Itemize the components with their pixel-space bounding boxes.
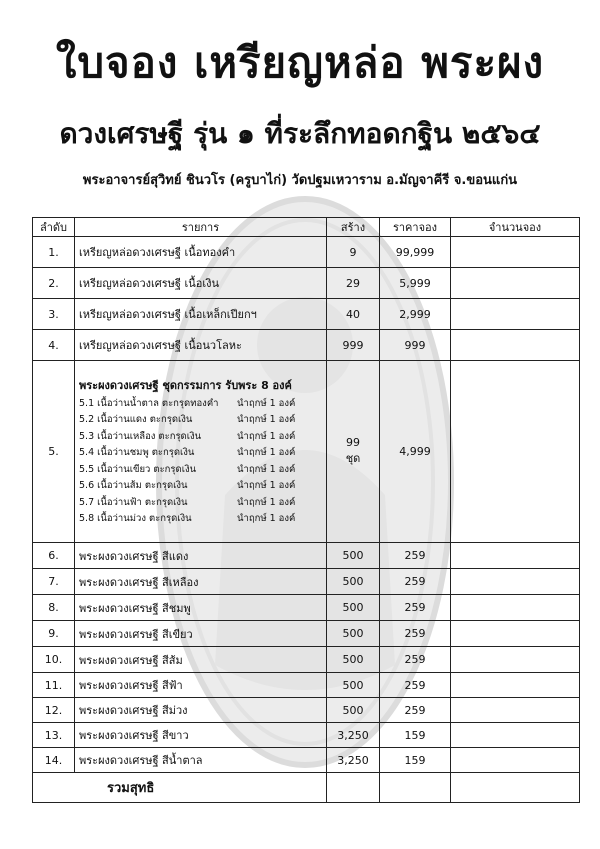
table-row-set: [33, 361, 580, 543]
column-header-order-count: จำนวนจอง: [451, 218, 580, 237]
row-order-count-cell[interactable]: [451, 299, 580, 330]
row-item: เหรียญหล่อดวงเศรษฐี เนื้อนวโลหะ: [75, 330, 327, 361]
row-price: 259: [380, 569, 451, 595]
table-header-row: [33, 218, 580, 237]
row-item: พระผงดวงเศรษฐี สีม่วง: [75, 698, 327, 723]
total-order-count-cell[interactable]: [451, 773, 580, 803]
total-label: รวมสุทธิ: [107, 781, 155, 796]
row-number: 2.: [33, 268, 75, 299]
set-sub-item: [79, 462, 322, 479]
row-order-count-cell[interactable]: [451, 698, 580, 723]
row-price: 259: [380, 621, 451, 647]
table-row: [33, 723, 580, 748]
row-number: 4.: [33, 330, 75, 361]
table-row: [33, 748, 580, 773]
set-sub-item: [79, 429, 322, 446]
row-price: 99,999: [380, 237, 451, 268]
total-price-cell: [380, 773, 451, 803]
row-price: 2,999: [380, 299, 451, 330]
row-item: เหรียญหล่อดวงเศรษฐี เนื้อทองคำ: [75, 237, 327, 268]
table-row: [33, 647, 580, 673]
table-row: [33, 673, 580, 698]
table-row: [33, 237, 580, 268]
sub-item-note: นำฤกษ์ 1 องค์: [237, 463, 296, 475]
row-order-count-cell[interactable]: [451, 237, 580, 268]
sub-item-note: นำฤกษ์ 1 องค์: [237, 397, 296, 409]
row-item: พระผงดวงเศรษฐี สีเหลือง: [75, 569, 327, 595]
table-row: [33, 268, 580, 299]
row-item: พระผงดวงเศรษฐี สีขาว: [75, 723, 327, 748]
row-qty: 500: [327, 673, 380, 698]
row-number: 8.: [33, 595, 75, 621]
sub-item-name: 5.1 เนื้อว่านน้ำตาล ตะกรุดทองคำ: [79, 397, 219, 409]
table-row: [33, 543, 580, 569]
row-price: 5,999: [380, 268, 451, 299]
row-item: พระผงดวงเศรษฐี สีน้ำตาล: [75, 748, 327, 773]
row-number: 1.: [33, 237, 75, 268]
set-sub-item: [79, 445, 322, 462]
row-item: พระผงดวงเศรษฐี สีส้ม: [75, 647, 327, 673]
total-row: [33, 773, 580, 803]
row-number: 10.: [33, 647, 75, 673]
row-price: 259: [380, 698, 451, 723]
table-row: [33, 330, 580, 361]
row-order-count-cell[interactable]: [451, 330, 580, 361]
row-number: 13.: [33, 723, 75, 748]
row-number: 3.: [33, 299, 75, 330]
row-price: 259: [380, 673, 451, 698]
row-qty: 500: [327, 569, 380, 595]
set-sub-item: [79, 396, 322, 413]
row-item: พระผงดวงเศรษฐี สีเขียว: [75, 621, 327, 647]
row-order-count-cell[interactable]: [451, 361, 580, 543]
row-order-count-cell[interactable]: [451, 647, 580, 673]
sub-item-name: 5.3 เนื้อว่านเหลือง ตะกรุดเงิน: [79, 430, 202, 442]
sub-item-name: 5.4 เนื้อว่านชมพู ตะกรุดเงิน: [79, 447, 195, 458]
table-row: [33, 299, 580, 330]
row-item: เหรียญหล่อดวงเศรษฐี เนื้อเหล็กเปียกฯ: [75, 299, 327, 330]
row-order-count-cell[interactable]: [451, 723, 580, 748]
column-header-qty: สร้าง: [327, 218, 380, 237]
row-order-count-cell[interactable]: [451, 268, 580, 299]
sub-item-note: นำฤกษ์ 1 องค์: [237, 414, 296, 425]
set-sub-item: [79, 412, 322, 429]
row-qty: 999: [327, 330, 380, 361]
row-qty: 9: [327, 237, 380, 268]
set-details: [75, 361, 327, 543]
page-subtitle: ดวงเศรษฐี รุ่น ๑ ที่ระลึกทอดกฐิน ๒๕๖๔: [59, 117, 541, 150]
row-qty: 3,250: [327, 723, 380, 748]
sub-item-name: 5.8 เนื้อว่านม่วง ตะกรุดเงิน: [79, 513, 192, 524]
table-row: [33, 569, 580, 595]
sub-item-note: นำฤกษ์ 1 องค์: [237, 430, 296, 442]
row-qty: 500: [327, 543, 380, 569]
column-header-no: ลำดับ: [33, 218, 75, 237]
row-item: พระผงดวงเศรษฐี สีฟ้า: [75, 673, 327, 698]
table-row: [33, 621, 580, 647]
row-order-count-cell[interactable]: [451, 543, 580, 569]
total-label-cell: [33, 773, 327, 803]
row-number: 5.: [33, 361, 75, 543]
column-header-price: ราคาจอง: [380, 218, 451, 237]
row-order-count-cell[interactable]: [451, 621, 580, 647]
set-sub-item: [79, 478, 322, 495]
row-price: 259: [380, 595, 451, 621]
row-qty: 3,250: [327, 748, 380, 773]
row-qty: 500: [327, 647, 380, 673]
sub-item-name: 5.2 เนื้อว่านแดง ตะกรุดเงิน: [79, 414, 193, 425]
row-qty: 500: [327, 698, 380, 723]
row-order-count-cell[interactable]: [451, 673, 580, 698]
set-qty-value: 99: [346, 436, 360, 449]
row-item: พระผงดวงเศรษฐี สีแดง: [75, 543, 327, 569]
order-table: [32, 217, 580, 803]
row-price: 999: [380, 330, 451, 361]
sub-item-note: นำฤกษ์ 1 องค์: [237, 480, 296, 491]
column-header-item: รายการ: [75, 218, 327, 237]
row-price: 259: [380, 543, 451, 569]
sub-item-note: นำฤกษ์ 1 องค์: [237, 513, 296, 524]
row-number: 14.: [33, 748, 75, 773]
row-qty: 40: [327, 299, 380, 330]
row-price: 4,999: [380, 361, 451, 543]
row-item: เหรียญหล่อดวงเศรษฐี เนื้อเงิน: [75, 268, 327, 299]
row-item: พระผงดวงเศรษฐี สีชมพู: [75, 595, 327, 621]
sub-item-name: 5.7 เนื้อว่านฟ้า ตะกรุดเงิน: [79, 496, 188, 508]
row-price: 259: [380, 647, 451, 673]
row-price: 159: [380, 723, 451, 748]
sub-item-note: นำฤกษ์ 1 องค์: [237, 447, 296, 458]
row-number: 9.: [33, 621, 75, 647]
row-number: 7.: [33, 569, 75, 595]
row-qty: 500: [327, 621, 380, 647]
table-row: [33, 595, 580, 621]
temple-line: พระอาจารย์สุวิทย์ ชินวโร (ครูบาไก่) วัดปฐมเหวาราม อ.มัญจาคีรี จ.ขอนแก่น: [82, 173, 518, 188]
row-qty: 500: [327, 595, 380, 621]
row-order-count-cell[interactable]: [451, 569, 580, 595]
row-price: 159: [380, 748, 451, 773]
set-qty-unit: ชุด: [345, 452, 361, 465]
row-number: 11.: [33, 673, 75, 698]
sub-item-name: 5.6 เนื้อว่านส้ม ตะกรุดเงิน: [79, 480, 188, 491]
row-number: 12.: [33, 698, 75, 723]
row-order-count-cell[interactable]: [451, 595, 580, 621]
row-qty: [327, 361, 380, 543]
set-sub-item: [79, 495, 322, 512]
total-qty-cell: [327, 773, 380, 803]
set-title: พระผงดวงเศรษฐี ชุดกรรมการ รับพระ 8 องค์: [79, 378, 292, 392]
row-order-count-cell[interactable]: [451, 748, 580, 773]
sub-item-name: 5.5 เนื้อว่านเขียว ตะกรุดเงิน: [79, 463, 197, 475]
page-title: ใบจอง เหรียญหล่อ พระผง: [55, 38, 545, 87]
row-qty: 29: [327, 268, 380, 299]
set-sub-item: [79, 511, 322, 528]
row-number: 6.: [33, 543, 75, 569]
sub-item-note: นำฤกษ์ 1 องค์: [237, 496, 296, 508]
table-row: [33, 698, 580, 723]
